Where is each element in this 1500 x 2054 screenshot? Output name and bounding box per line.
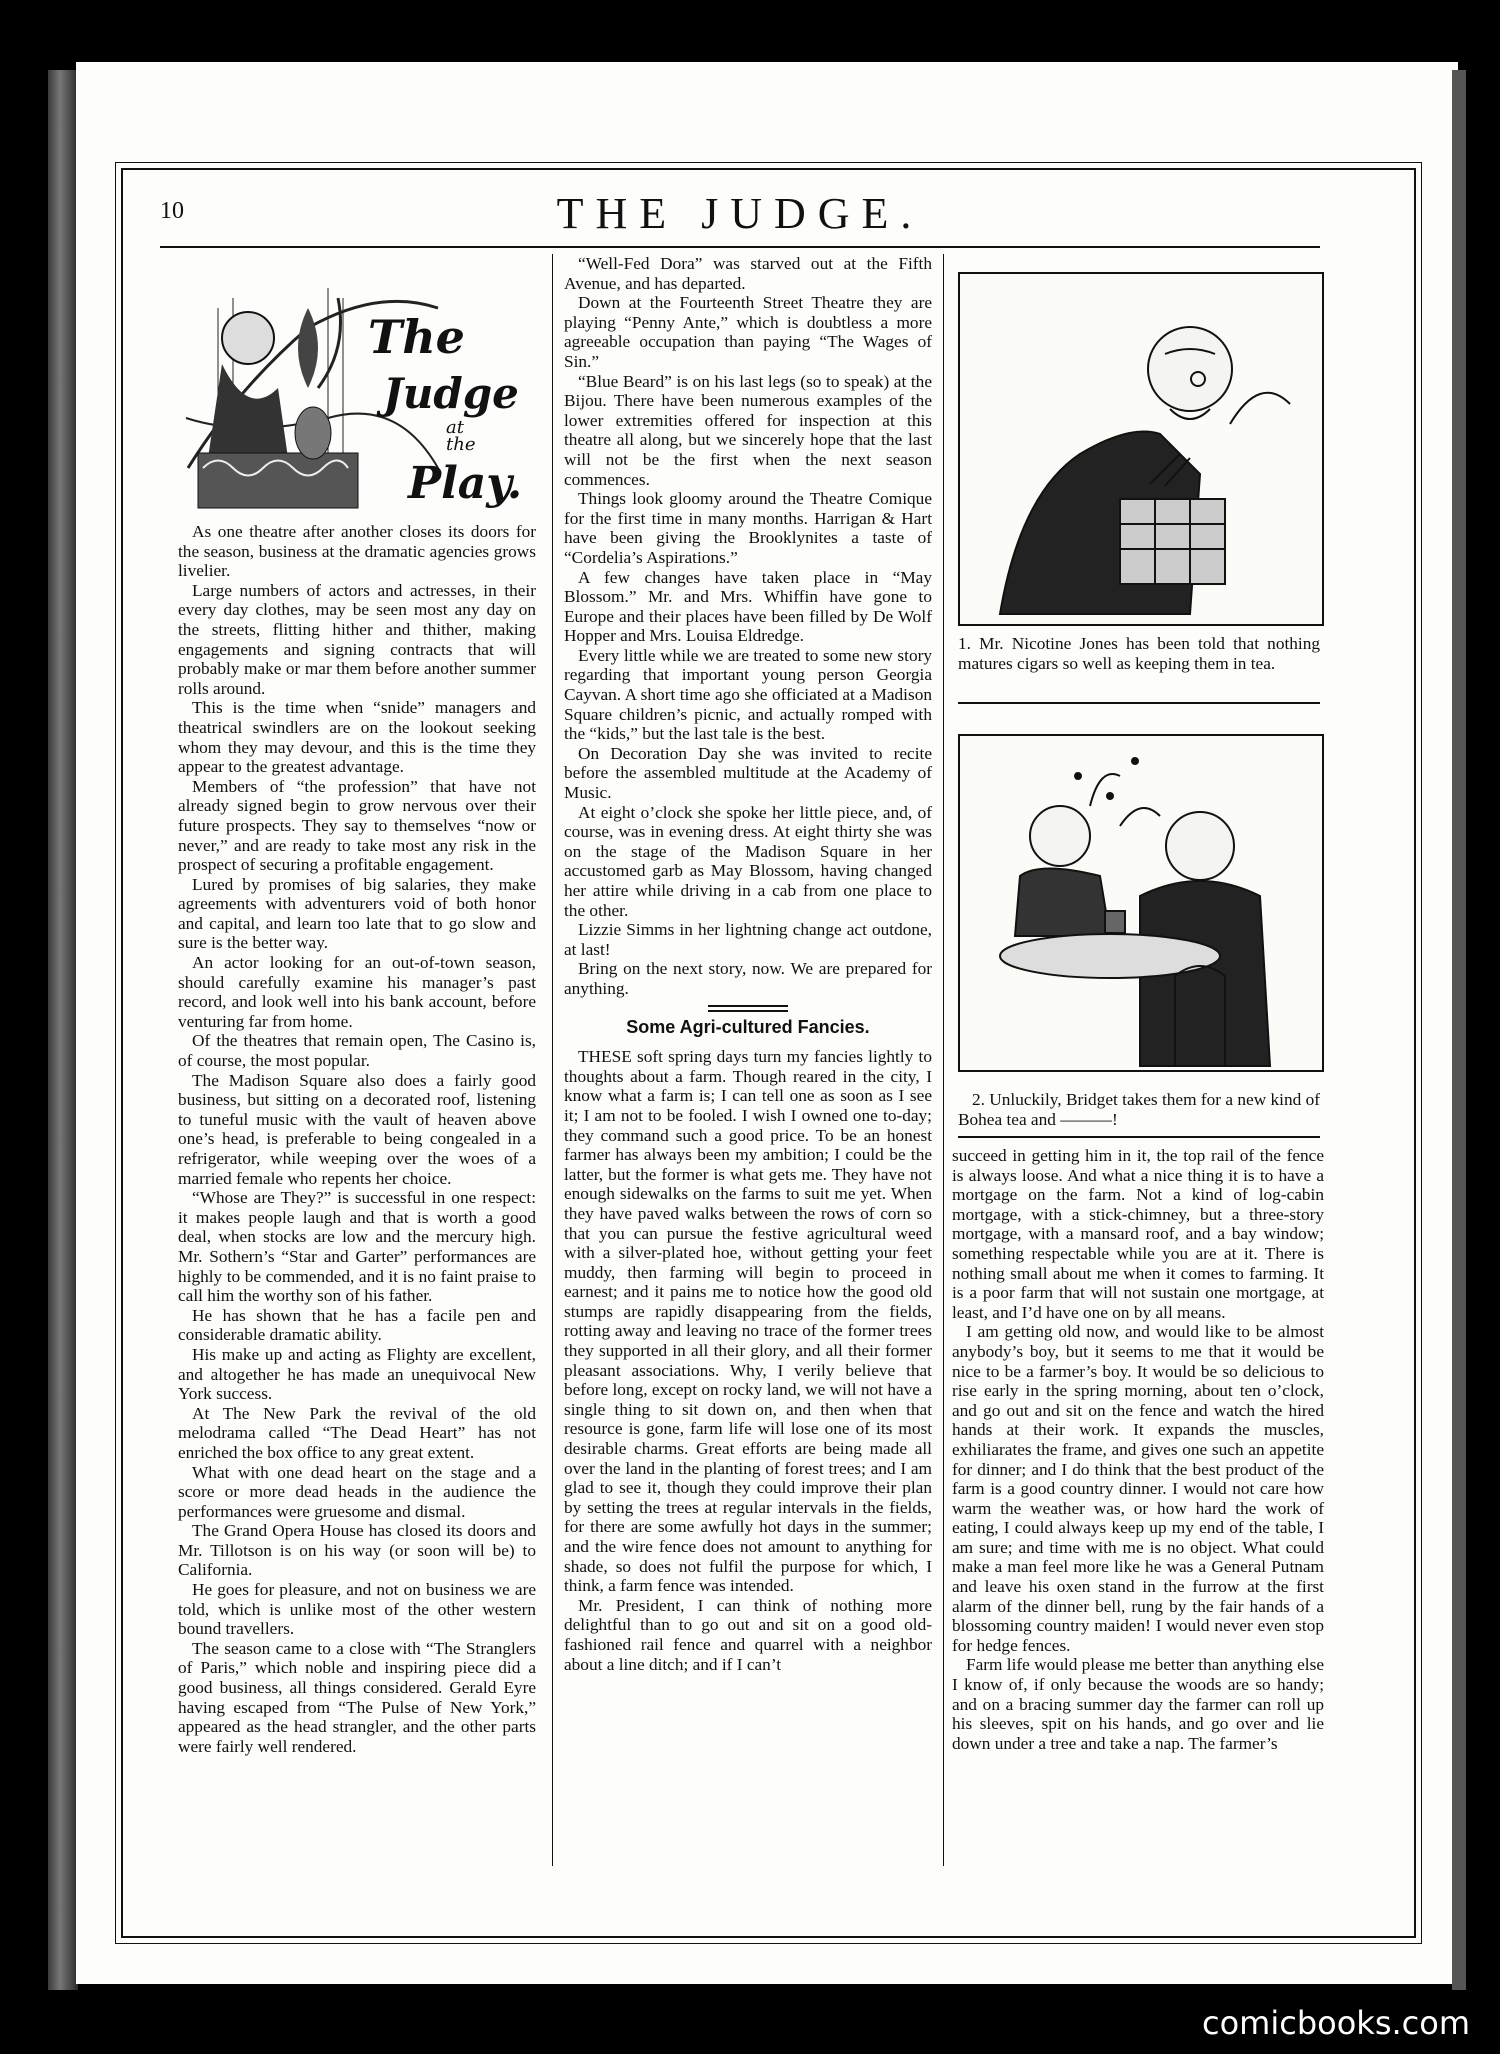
panel-separator xyxy=(958,702,1320,704)
cartoon-panel-2 xyxy=(958,734,1324,1072)
book-spine xyxy=(48,70,78,1990)
paragraph: Every little while we are treated to some new story regarding that important young person Georgia Cayvan. A short time ago she officiated at a Madison Square children’s picnic, and actually romped with the “kids,” but the last tale is the best. xyxy=(564,645,932,744)
paragraph: succeed in getting him in it, the top rail of the fence is always loose. And what a nice thing it is to have a mortgage on the farm. Not a kind of log-cabin mortgage, with a stick-chimney, but a three-story mortgage, with a mansard roof, and a bay window; something respectable while you are at it. There is nothing small about me when it comes to farming. It is a poor farm that will not sustain one mortgage, at least, and I’d have one on by all means. xyxy=(952,1146,1324,1322)
paragraph: Members of “the profession” that have not already signed begin to grow nervous over their future prospects. They say to themselves “now or never,” and are ready to take most any risk in the prospect of securing a profitable engagement. xyxy=(178,776,536,875)
svg-text:The: The xyxy=(368,310,465,364)
paragraph: What with one dead heart on the stage and a score or more dead heads in the audience the performances were gruesome and dismal. xyxy=(178,1462,536,1521)
column-1 xyxy=(178,522,536,1756)
masthead-rule xyxy=(160,246,1320,248)
paragraph: Lured by promises of big salaries, they make agreements with adventurers void of both honor and capital, and learn too late that to go slow and sure is the better way. xyxy=(178,874,536,953)
paragraph: I am getting old now, and would like to be almost anybody’s boy, but it seems to me that it would be nice to be a farmer’s boy. It would be so delicious to rise early in the spring morning, about ten o’clock, and go out and sit on the fence and watch the hired hands at their work. It expands the muscles, exhiliarates the frame, and gives one such an appetite for dinner; and I do think that the best product of the farm is a good country dinner. I would not care how warm the weather was, or how hard the work of eating, I could always keep up my end of the table, I am sure; and time with me is no object. What could make a man feel more like he was a General Putnam and leave his oxen stand in the furrow at the first alarm of the dinner bell, rung by the fair hands of a blossoming country maiden! I would never even stop for hedge fences. xyxy=(952,1322,1324,1655)
svg-text:at: at xyxy=(446,417,464,438)
masthead-title: THE JUDGE. xyxy=(556,189,924,238)
section-divider xyxy=(708,1005,788,1012)
column-2 xyxy=(564,254,932,1674)
paragraph: This is the time when “snide” managers and theatrical swindlers are on the lookout seeking whom they may devour, and this is the time they appear to the greatest advantage. xyxy=(178,698,536,777)
paragraph: At eight o’clock she spoke her little piece, and, of course, was in evening dress. At eight thirty she was on the stage of the Madison Square in her accustomed garb as May Blossom, having changed her attire while driving in a cab from one place to the other. xyxy=(564,802,932,920)
paragraph: Mr. President, I can think of nothing more delightful than to go out and sit on a good old-fashioned rail fence and quarrel with a neighbor about a line ditch; and if I can’t xyxy=(564,1595,932,1674)
article-title: Some Agri-cultured Fancies. xyxy=(626,1016,870,1037)
paragraph: Of the theatres that remain open, The Casino is, of course, the most popular. xyxy=(178,1031,536,1071)
paragraph: He has shown that he has a facile pen and considerable dramatic ability. xyxy=(178,1305,536,1345)
watermark: comicbooks.com xyxy=(1201,2004,1470,2042)
paragraph: An actor looking for an out-of-town season, should carefully examine his manager’s past record, and look well into his bank account, before venturing far from home. xyxy=(178,953,536,1031)
paragraph: A few changes have taken place in “May Blossom.” Mr. and Mrs. Whiffin have gone to Europe and their places have been filled by De Wolf Hopper and Mrs. Louisa Eldredge. xyxy=(564,567,932,646)
paragraph: Bring on the next story, now. We are prepared for anything. xyxy=(564,959,932,998)
panel-2-rule xyxy=(958,1136,1320,1138)
paragraph: “Whose are They?” is successful in one respect: it makes people laugh and that is worth a good deal, when stocks are low and the mercury high. Mr. Sothern’s “Star and Garter” performances are highly to be commended, and it is no faint praise to call him the worthy son of his father. xyxy=(178,1188,536,1306)
paragraph: Large numbers of actors and actresses, in their every day clothes, may be seen most any day on the streets, flitting hither and thither, making engagements and signing contracts that will probably make or mar them before another summer rolls around. xyxy=(178,580,536,698)
paragraph: Lizzie Simms in her lightning change act outdone, at last! xyxy=(564,920,932,959)
paragraph: Down at the Fourteenth Street Theatre they are playing “Penny Ante,” which is doubtless a more agreeable occupation than paying “The Wages of Sin.” xyxy=(564,293,932,371)
paragraph: The Madison Square also does a fairly good business, but sitting on a decorated roof, listening to tuneful music with the vault of heaven above one’s head, is preferable to being congealed in a refrigerator, while weeping over the woes of a married female who repents her choice. xyxy=(178,1070,536,1188)
svg-text:Judge: Judge xyxy=(383,369,519,418)
paragraph: THESE soft spring days turn my fancies lightly to thoughts about a farm. Though reared in the city, I know what a farm is; I can tell one as soon as I see it; I am not to be fooled. I wish I owned one to-day; they command such a good price. To be an honest farmer has always been my ambition; I could be the latter, but the former is what gets me. They have not enough sidewalks on the farms to suit me yet. When they have paved walks between the rows of corn so that you can pursue the festive agricultural weed with a silver-plated hoe, without getting your feet muddy, then farming will begin to proceed in earnest; and it pains me to notice how the good old stumps are rapidly disappearing from the fields, rotting away and leaving no trace of the former trees they supported in all their glory, and all their former pleasant associations. Why, I verily believe that before long, except on rocky land, we will not have a single thing to sit down on, and then when that resource is gone, farm life will lose one of its most desirable charms. Great efforts are being made all over the land in the planting of forest trees; and I am glad to see it, though they could improve their plan by setting the trees at regular intervals in the fields, for there are some awfully hot days in the summer; and the wire fence does not amount to anything for shade, so does not fulfil the purpose for which, I think, a farm fence was intended. xyxy=(564,1047,932,1596)
paragraph: The Grand Opera House has closed its doors and Mr. Tillotson is on his way (or soon will be) to California. xyxy=(178,1521,536,1580)
paragraph: On Decoration Day she was invited to recite before the assembled multitude at the Academy of Music. xyxy=(564,743,932,803)
paragraph: Farm life would please me better than anything else I know of, if only because the woods are so handy; and on a bracing summer day the farmer can roll up his sleeves, spit on his hands, and go over and lie down under a tree and take a nap. The farmer’s xyxy=(952,1655,1324,1753)
svg-text:Play.: Play. xyxy=(408,458,523,509)
paragraph: “Well-Fed Dora” was starved out at the Fifth Avenue, and has departed. xyxy=(564,254,932,293)
paragraph: His make up and acting as Flighty are excellent, and altogether he has made an unequivocal New York success. xyxy=(178,1344,536,1404)
column-3 xyxy=(952,1146,1324,1753)
cartoon-panel-1 xyxy=(958,272,1324,626)
paragraph: He goes for pleasure, and not on business we are told, which is unlike most of the other western bound travellers. xyxy=(178,1580,536,1639)
panel-1-caption: 1. Mr. Nicotine Jones has been told that nothing matures cigars so well as keeping them in tea. xyxy=(958,634,1320,673)
judge-at-play-illustration xyxy=(178,268,528,520)
paragraph: As one theatre after another closes its doors for the season, business at the dramatic agencies grows livelier. xyxy=(178,522,536,581)
paragraph: “Blue Beard” is on his last legs (so to speak) at the Bijou. There have been numerous examples of the lower extremities offered for inspection at this theatre all along, but we sincerely hope that the last will not be the first when the next season commences. xyxy=(564,371,932,489)
paragraph: The season came to a close with “The Stranglers of Paris,” which noble and inspiring piece did a good business, all things considered. Gerald Eyre having escaped from “The Pulse of New York,” appeared as the head strangler, and the other parts were fairly well rendered. xyxy=(178,1638,536,1756)
column-divider-2 xyxy=(943,254,944,1866)
page-number: 10 xyxy=(160,198,184,224)
paragraph: Things look gloomy around the Theatre Comique for the first time in many months. Harrigan & Hart have been giving the Brooklynites a taste of “Cordelia’s Aspirations.” xyxy=(564,489,932,567)
paragraph: At The New Park the revival of the old melodrama called “The Dead Heart” has not enriched the box office to any great extent. xyxy=(178,1403,536,1462)
book-edge xyxy=(1452,70,1466,1990)
svg-text:the: the xyxy=(446,434,476,455)
panel-2-caption: 2. Unluckily, Bridget takes them for a new kind of Bohea tea and ———! xyxy=(958,1090,1320,1129)
column-divider-1 xyxy=(552,254,553,1866)
